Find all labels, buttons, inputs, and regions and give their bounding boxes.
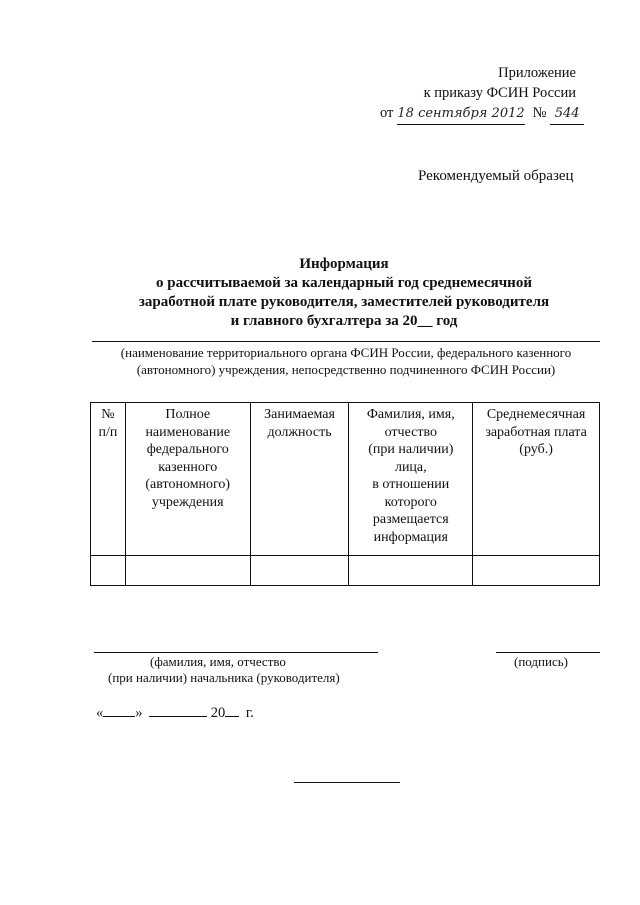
year-blank xyxy=(225,704,239,717)
day-blank xyxy=(103,704,135,717)
header-line: лица, xyxy=(394,459,427,475)
header-line: п/п xyxy=(98,424,118,440)
month-blank xyxy=(149,704,207,717)
org-caption-line-1: (наименование территориального органа ФСИН России, федерального казенного xyxy=(120,345,572,360)
handwritten-date: 18 сентября 2012 xyxy=(397,104,525,125)
signature-line xyxy=(496,652,600,653)
appendix-order-ref: к приказу ФСИН России xyxy=(423,85,576,101)
header-line: учреждения xyxy=(151,494,224,510)
handwritten-number: 544 xyxy=(550,104,584,125)
number-label: № xyxy=(532,105,547,121)
header-full-name xyxy=(349,403,473,556)
year-prefix: 20 xyxy=(210,705,226,721)
header-line: федерального xyxy=(146,442,229,457)
appendix-block xyxy=(380,63,580,125)
table-cell xyxy=(473,556,600,586)
header-line: Занимаемая xyxy=(264,407,335,422)
header-line: информация xyxy=(373,529,448,545)
header-line: № xyxy=(101,407,115,422)
info-table xyxy=(90,402,600,586)
header-line: казенного xyxy=(158,459,218,475)
header-line: Среднемесячная xyxy=(486,407,586,422)
org-name-line xyxy=(92,341,600,342)
title-line-1: Информация xyxy=(299,256,389,272)
header-line: в отношении xyxy=(372,477,450,492)
header-line: (руб.) xyxy=(519,442,553,457)
year-suffix: г. xyxy=(245,705,254,721)
header-line: которого xyxy=(384,494,437,510)
table-cell xyxy=(349,556,473,586)
header-institution xyxy=(125,403,250,556)
header-line: размещается xyxy=(372,512,449,527)
title-line-3: заработной плате руководителя, заместителей руководителя xyxy=(138,294,550,310)
bottom-separator-line xyxy=(294,782,400,783)
org-caption-line-2: (автономного) учреждения, непосредственно подчиненного ФСИН России) xyxy=(136,362,556,377)
header-position xyxy=(250,403,349,556)
date-line xyxy=(96,704,254,722)
header-line: Фамилия, имя, xyxy=(366,407,455,422)
document-title xyxy=(90,255,598,331)
table-cell xyxy=(250,556,349,586)
sign-caption: (подпись) xyxy=(514,654,568,669)
table-row xyxy=(91,556,600,586)
date-close-quote: » xyxy=(135,705,143,721)
from-label: от xyxy=(380,105,394,121)
header-line: наименование xyxy=(145,424,231,440)
appendix-title: Приложение xyxy=(498,65,576,81)
header-line: должность xyxy=(267,424,332,440)
org-name-caption xyxy=(92,344,600,378)
header-number xyxy=(91,403,126,556)
header-salary xyxy=(473,403,600,556)
header-line: заработная плата xyxy=(485,424,587,440)
recommended-sample-label: Рекомендуемый образец xyxy=(418,168,574,184)
title-line-2: о рассчитываемой за календарный год среднемесячной xyxy=(156,275,532,291)
date-open-quote: « xyxy=(96,705,104,721)
table-header-row xyxy=(91,403,600,556)
header-line: (автономного) xyxy=(145,477,231,492)
appendix-date-number-line xyxy=(380,103,580,125)
header-line: (при наличии) xyxy=(368,442,454,457)
name-caption-line-1: (фамилия, имя, отчество xyxy=(150,654,286,669)
header-line: отчество xyxy=(384,424,437,440)
table-cell xyxy=(125,556,250,586)
header-line: Полное xyxy=(165,407,211,422)
name-caption-line-2: (при наличии) начальника (руководителя) xyxy=(108,670,340,685)
table-cell xyxy=(91,556,126,586)
name-signature-line xyxy=(94,652,378,653)
title-line-4: и главного бухгалтера за 20__ год xyxy=(230,313,458,329)
